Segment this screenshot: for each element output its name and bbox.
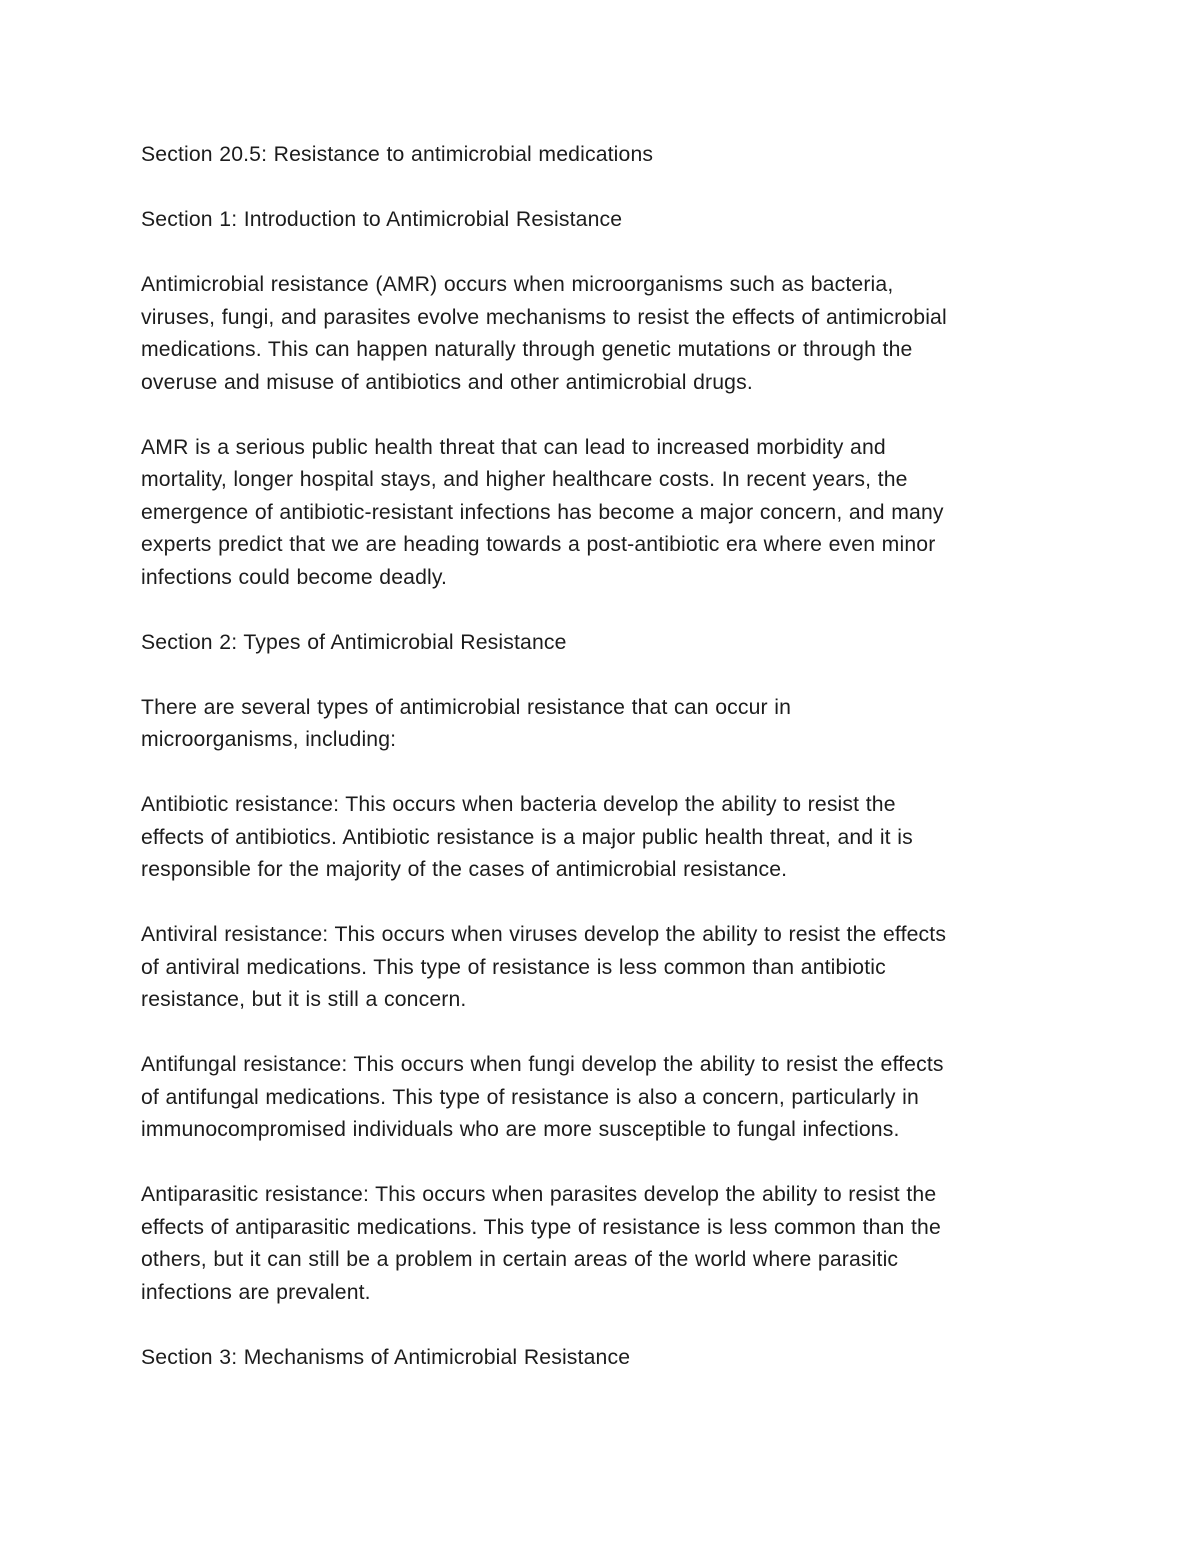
section-2-heading: Section 2: Types of Antimicrobial Resistance bbox=[141, 630, 567, 654]
antiviral-resistance-paragraph: Antiviral resistance: This occurs when viruses develop the ability to resist the effects of antiviral medications. This type of resistance is less common than antibiotic resistance, but it is still a concern. bbox=[141, 923, 947, 1011]
section-1-paragraph-amr-definition: Antimicrobial resistance (AMR) occurs when microorganisms such as bacteria, viruses, fungi, and parasites evolve mechanisms to resist the effects of antimicrobial medications. This can happen naturally through genetic mutations or through the overuse and misuse of antibiotics and other antimicrobial drugs. bbox=[141, 273, 947, 394]
antifungal-resistance-paragraph: Antifungal resistance: This occurs when fungi develop the ability to resist the effects of antifungal medications. This type of resistance is also a concern, particularly in immunocompromised individuals who are more susceptible to fungal infections. bbox=[141, 1053, 944, 1141]
section-3-heading: Section 3: Mechanisms of Antimicrobial Resistance bbox=[141, 1345, 631, 1369]
section-1-paragraph-amr-threat: AMR is a serious public health threat that can lead to increased morbidity and mortality, longer hospital stays, and higher healthcare costs. In recent years, the emergence of antibiotic-resistant infections has become a major concern, and many experts predict that we are heading towards a post-antibiotic era where even minor infections could become deadly. bbox=[141, 435, 944, 589]
antibiotic-resistance-paragraph: Antibiotic resistance: This occurs when bacteria develop the ability to resist the effects of antibiotics. Antibiotic resistance is a major public health threat, and it is responsible for the majority of the cases of antimicrobial resistance. bbox=[141, 793, 913, 881]
document-body bbox=[141, 139, 1071, 1374]
section-2-intro-paragraph: There are several types of antimicrobial resistance that can occur in microorganisms, including: bbox=[141, 695, 792, 751]
antiparasitic-resistance-paragraph: Antiparasitic resistance: This occurs when parasites develop the ability to resist the effects of antiparasitic medications. This type of resistance is less common than the others, but it can still be a problem in certain areas of the world where parasitic infections are prevalent. bbox=[141, 1183, 941, 1304]
section-1-heading: Section 1: Introduction to Antimicrobial Resistance bbox=[141, 208, 623, 231]
document-title: Section 20.5: Resistance to antimicrobial medications bbox=[141, 143, 654, 166]
